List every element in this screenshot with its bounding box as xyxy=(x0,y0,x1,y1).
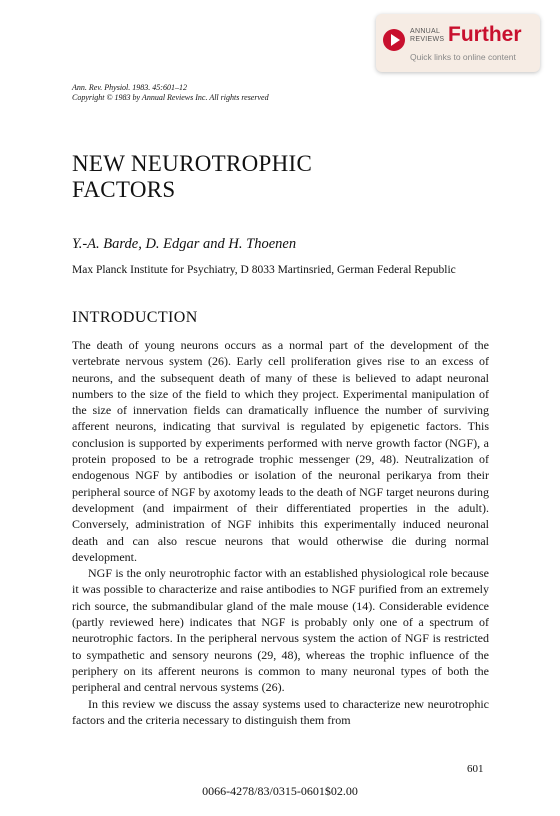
further-word: Further xyxy=(448,23,522,46)
author-affiliation: Max Planck Institute for Psychiatry, D 8033 Martinsried, German Federal Republic xyxy=(72,264,456,276)
section-heading: INTRODUCTION xyxy=(72,309,198,326)
annual-reviews-logo-icon xyxy=(383,29,405,51)
citation-line: Ann. Rev. Physiol. 1983. 45:601–12 xyxy=(72,83,187,92)
body-text xyxy=(72,337,489,728)
further-subtitle: Quick links to online content xyxy=(410,52,516,62)
paragraph: In this review we discuss the assay systems used to characterize new neurotrophic factors and the criteria necessary to distinguish them from xyxy=(72,696,489,727)
citation-block xyxy=(72,83,269,103)
paragraph: NGF is the only neurotrophic factor with an established physiological role because it was possible to characterize and raise antibodies to NGF purified from an extremely rich source, the submandibular gland of the male mouse (14). Considerable evidence (partly reviewed here) indicates that NGF is probably only one of a spectrum of neurotrophic factors. In the peripheral nervous system the action of NGF is restricted to sympathetic and sensory neurons (29, 48), whereas the trophic influence of the periphery on its afferent neurons is common to many neuronal types of both the peripheral and central nervous systems (26). xyxy=(72,566,489,695)
footer-code: 0066-4278/83/0315-0601$02.00 xyxy=(202,784,358,798)
copyright-line: Copyright © 1983 by Annual Reviews Inc. All rights reserved xyxy=(72,93,269,102)
article-authors: Y.-A. Barde, D. Edgar and H. Thoenen xyxy=(72,236,297,252)
article-title: NEW NEUROTROPHIC FACTORS xyxy=(72,151,313,202)
further-links-badge[interactable] xyxy=(376,14,540,72)
paragraph: The death of young neurons occurs as a normal part of the development of the vertebrate nervous system (26). Early cell proliferation gives rise to an excess of neurons, and the subsequent death of many of these is believed to adapt neuronal numbers to the size of the field to which they project. Experimental manipulation of the size of innervation fields can dramatically influence the number of surviving afferent neurons, indicating that survival is regulated by epigenetic factors. This conclusion is supported by experiments performed with nerve growth factor (NGF), a protein proposed to be a retrograde trophic messenger (29, 48). Neutralization of endogenous NGF by antibodies or isolation of the neuronal perikarya from their peripheral source of NGF by axotomy leads to the death of NGF target neurons during development (and impairment of their differentiated properties in the adult). Conversely, administration of NGF inhibits this experimentally induced neuronal death and can also rescue neurons that would otherwise die during normal development. xyxy=(72,338,489,564)
page-number: 601 xyxy=(467,763,484,775)
annual-reviews-wordmark: ANNUAL REVIEWS xyxy=(410,28,445,43)
